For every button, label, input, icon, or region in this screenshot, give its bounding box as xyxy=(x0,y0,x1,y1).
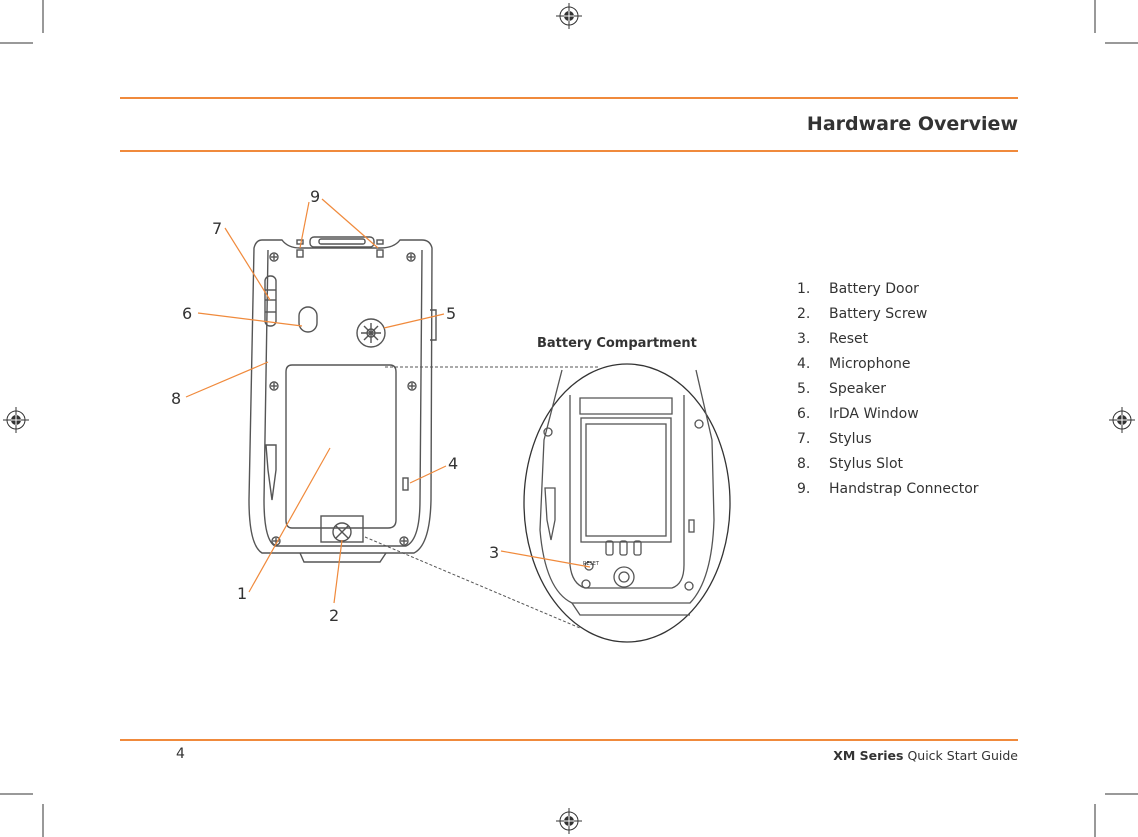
list-item: 9. Handstrap Connector xyxy=(797,481,979,497)
callout-4: 4 xyxy=(448,454,459,473)
page-title: Hardware Overview xyxy=(806,113,1018,135)
battery-compartment-inset xyxy=(524,364,730,642)
inset-reset-label: RESET xyxy=(583,561,600,567)
callout-6: 6 xyxy=(182,304,193,323)
callout-1: 1 xyxy=(237,584,248,603)
inset-caption: Battery Compartment xyxy=(537,336,697,351)
list-item: 4. Microphone xyxy=(797,356,911,372)
callout-9: 9 xyxy=(310,187,321,206)
list-item: 8. Stylus Slot xyxy=(797,456,903,472)
footer-rule xyxy=(120,739,1018,741)
handstrap-connector-left xyxy=(297,250,303,257)
callout-7: 7 xyxy=(212,219,223,238)
screw-br xyxy=(400,537,408,545)
page-number: 4 xyxy=(176,746,185,762)
parts-list xyxy=(797,281,979,506)
list-item: 7. Stylus xyxy=(797,431,872,447)
callout-5: 5 xyxy=(446,304,457,323)
battery-screw xyxy=(333,523,351,541)
list-item: 2. Battery Screw xyxy=(797,306,928,322)
screw-mr xyxy=(408,382,416,390)
callout-lines xyxy=(186,199,590,603)
irda-window xyxy=(299,307,317,332)
list-item: 5. Speaker xyxy=(797,381,886,397)
callout-3: 3 xyxy=(489,543,500,562)
footer-series: XM Series xyxy=(833,748,904,763)
list-item: 1. Battery Door xyxy=(797,281,919,297)
handstrap-connector-right xyxy=(377,250,383,257)
speaker xyxy=(357,319,385,347)
list-item: 6. IrDA Window xyxy=(797,406,919,422)
footer-guide: Quick Start Guide xyxy=(907,748,1018,763)
callout-8: 8 xyxy=(171,389,182,408)
microphone xyxy=(403,478,408,490)
screw-ml xyxy=(270,382,278,390)
callout-2: 2 xyxy=(329,606,340,625)
screw-tr xyxy=(407,253,415,261)
battery-door xyxy=(286,365,396,528)
screw-tl xyxy=(270,253,278,261)
list-item: 3. Reset xyxy=(797,331,869,347)
footer-guide-title xyxy=(833,748,1018,763)
